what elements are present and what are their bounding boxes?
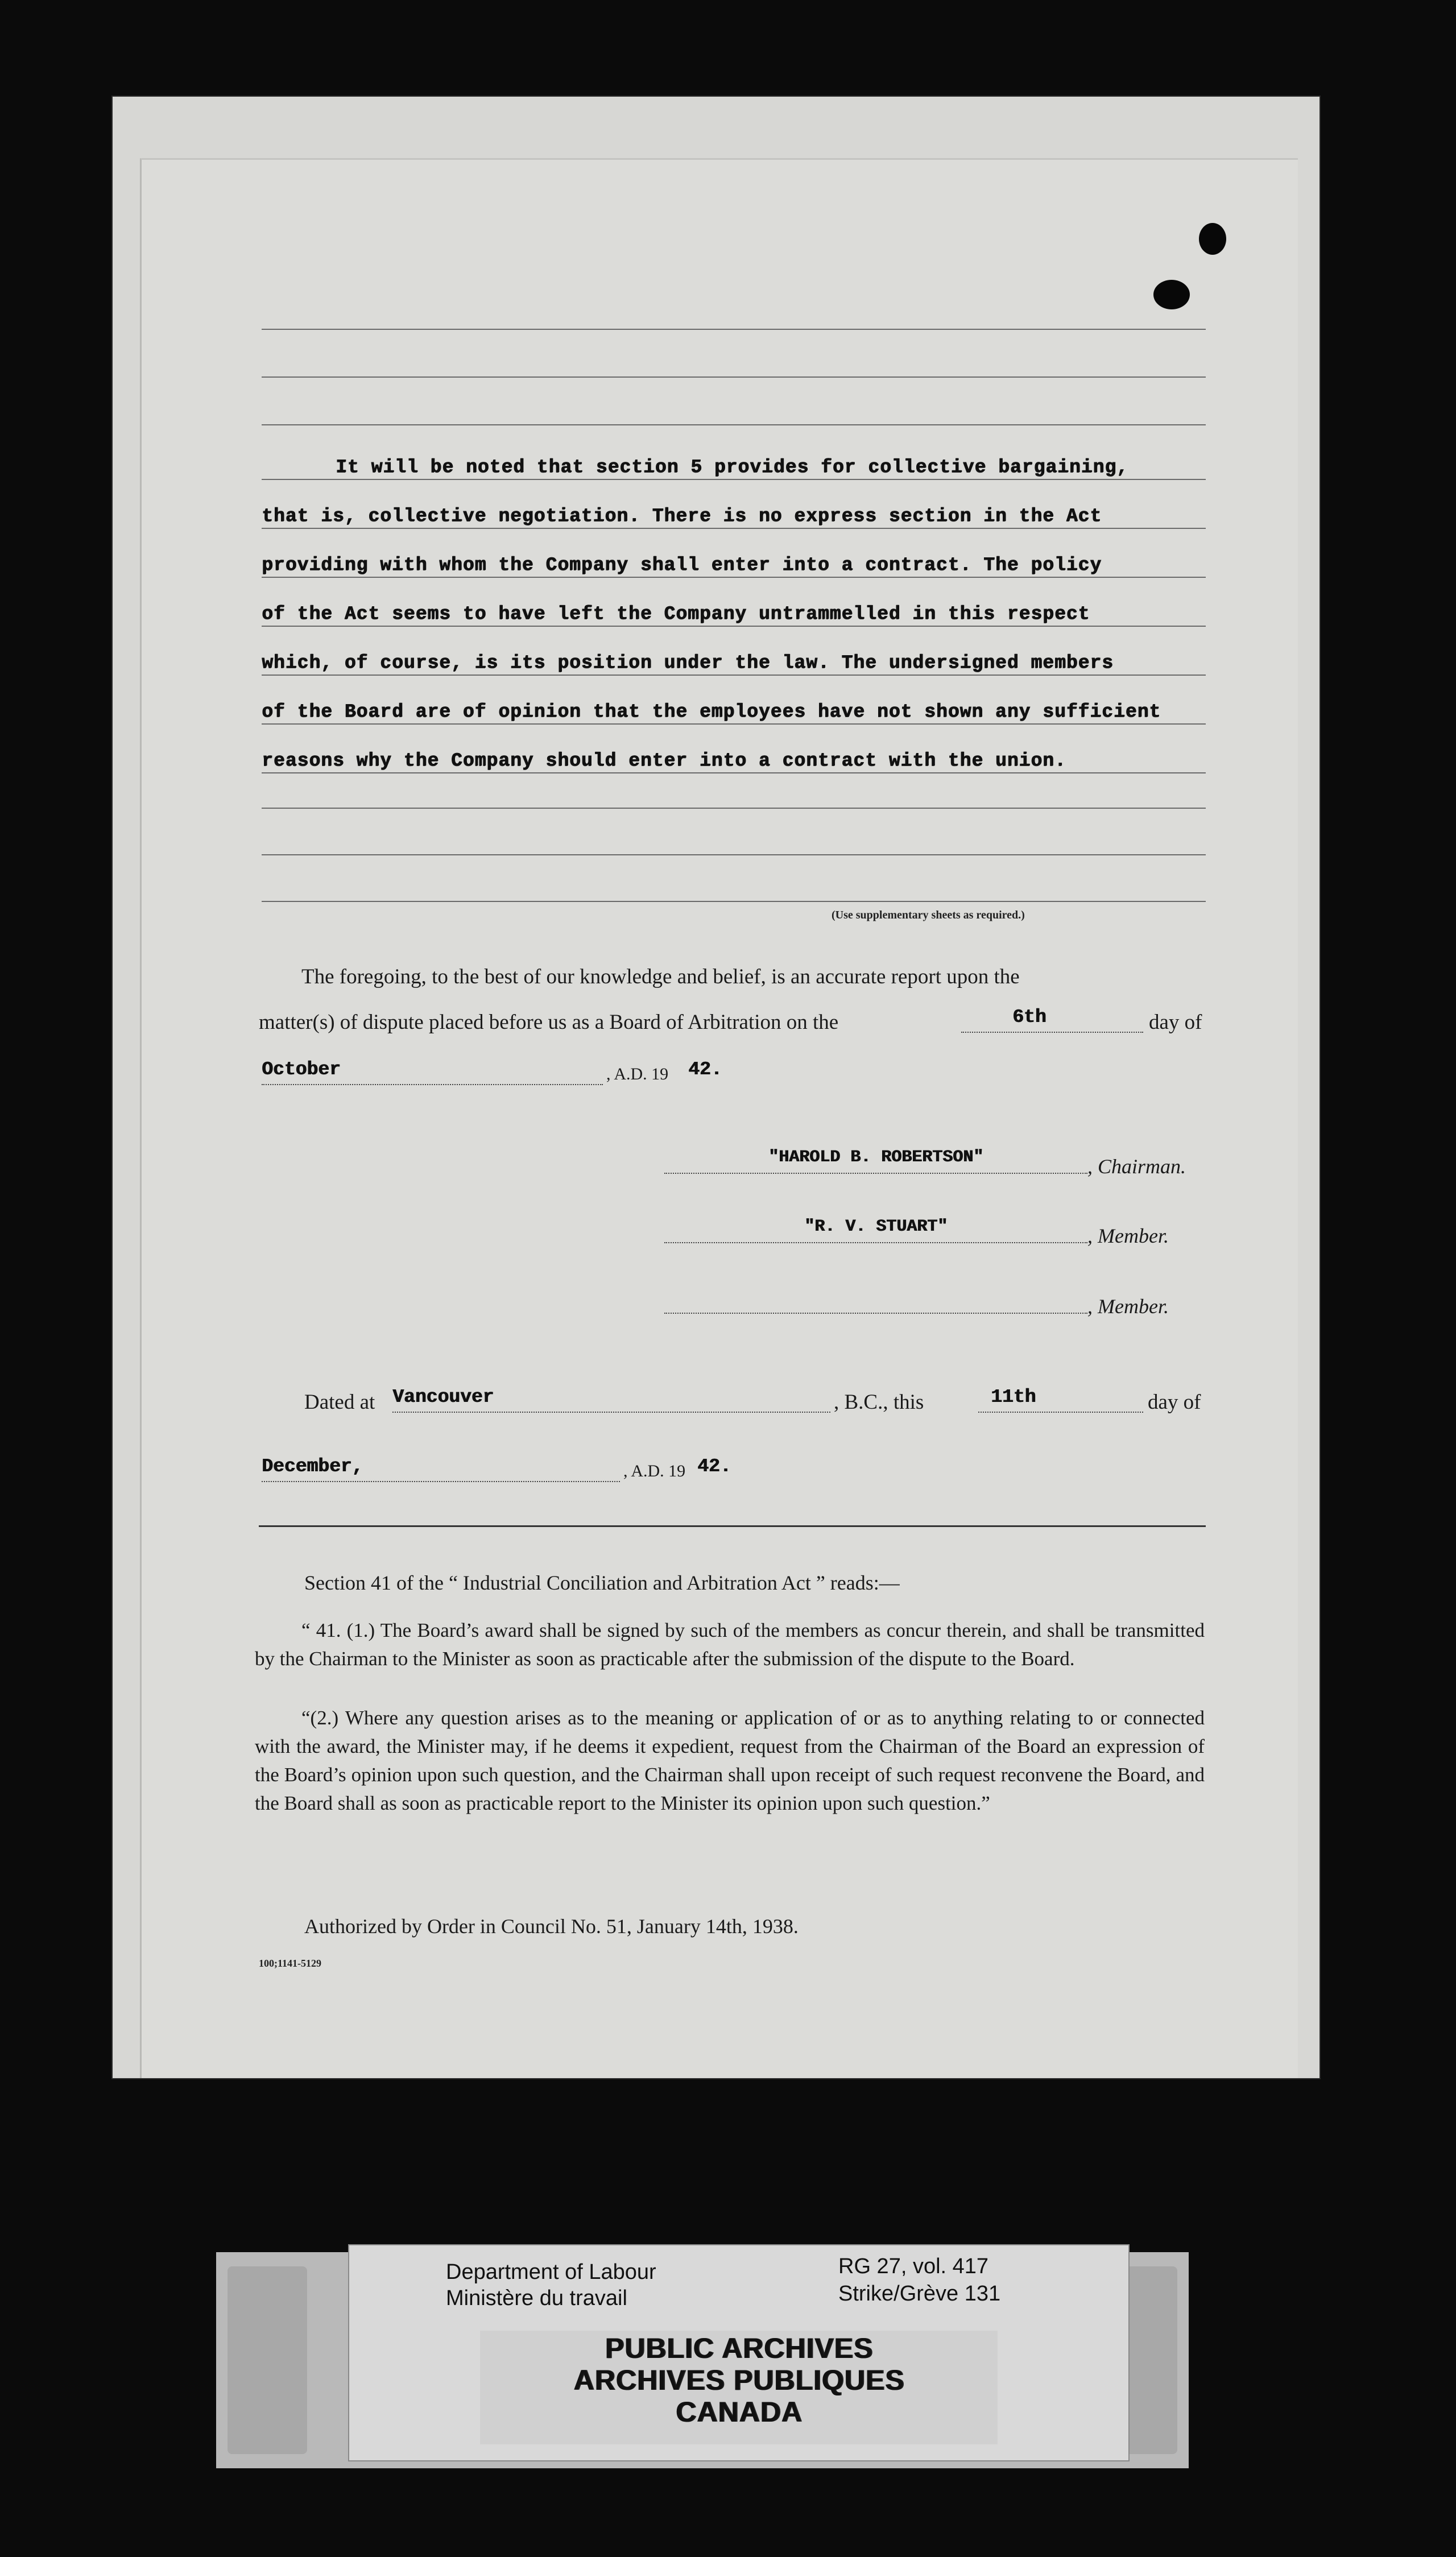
department-french: Ministère du travail (446, 2286, 627, 2310)
blank-rule (262, 376, 1206, 378)
day-field: 6th (961, 1007, 1143, 1033)
section-41-paragraph-1: “ 41. (1.) The Board’s award shall be signed by such of the members as concur therein, and shall be transmitted by the Chairman to the Minister as soon as practicable after the submission of the dispute to the Board. (255, 1619, 1205, 1670)
typed-line: of the Board are of opinion that the employees have not shown any sufficient (262, 675, 1206, 725)
member-title-2: , Member. (1087, 1295, 1169, 1318)
place-field: Vancouver (392, 1387, 830, 1413)
typed-line: It will be noted that section 5 provides for collective bargaining, (262, 430, 1206, 480)
chairman-signature: "HAROLD B. ROBERTSON" (664, 1148, 1087, 1174)
form-code: 100;1141-5129 (259, 1958, 321, 1969)
member-signature-1: "R. V. STUART" (664, 1217, 1087, 1243)
member-signature-2 (664, 1288, 1087, 1314)
dated-at-label: Dated at (304, 1391, 375, 1414)
typed-line: providing with whom the Company shall enter into a contract. The policy (262, 528, 1206, 578)
blank-rule (262, 329, 1206, 330)
ink-blot (1153, 280, 1190, 309)
archive-label (348, 2244, 1130, 2461)
blank-rule (262, 808, 1206, 809)
province-label: , B.C., this (834, 1391, 924, 1414)
section-41-paragraph-2: “(2.) Where any question arises as to the meaning or application of or as to anything relating to or connected with the award, the Minister may, if he deems it expedient, request from the Chairman of the Board an expression of the Board’s opinion upon such question, and the Chairman shall upon receipt of such request reconvene the Board, and the Board shall as soon as practicable report to the Minister its opinion upon such question.” (255, 1707, 1205, 1814)
dated-year-field: 42. (697, 1456, 731, 1477)
supplementary-note: (Use supplementary sheets as required.) (832, 909, 1025, 921)
stamp-line-3: CANADA (675, 2396, 803, 2428)
report-line-2: matter(s) of dispute placed before us as a Board of Arbitration on the (259, 1011, 839, 1034)
section-divider (259, 1525, 1206, 1527)
day-of-label: day of (1149, 1011, 1202, 1034)
typed-line: reasons why the Company should enter into a contract with the union. (262, 723, 1206, 773)
section-41-intro: Section 41 of the “ Industrial Conciliation and Arbitration Act ” reads:— (304, 1571, 900, 1594)
ad-label: , A.D. 19 (606, 1065, 669, 1083)
blank-rule (262, 424, 1206, 425)
dated-day-field: 11th (978, 1387, 1143, 1413)
member-title-1: , Member. (1087, 1224, 1169, 1247)
ink-blot (1199, 223, 1226, 255)
stamp-line-1: PUBLIC ARCHIVES (605, 2332, 873, 2364)
label-tab-left (228, 2266, 307, 2454)
dated-day-of-label: day of (1148, 1391, 1201, 1414)
month-field: October (262, 1059, 603, 1085)
year-field: 42. (688, 1059, 722, 1080)
report-line-1: The foregoing, to the best of our knowledge and belief, is an accurate report upon the (301, 965, 1020, 988)
stamp-line-2: ARCHIVES PUBLIQUES (573, 2364, 904, 2396)
typed-line: which, of course, is its position under the law. The undersigned members (262, 626, 1206, 676)
blank-rule (262, 854, 1206, 855)
typed-line: of the Act seems to have left the Company untrammelled in this respect (262, 577, 1206, 627)
archive-stamp (480, 2331, 998, 2444)
record-group-ref: RG 27, vol. 417 (838, 2254, 989, 2278)
blank-rule (262, 901, 1206, 902)
dated-month-field: December, (262, 1456, 620, 1482)
authorization-note: Authorized by Order in Council No. 51, January 14th, 1938. (304, 1915, 799, 1938)
typed-line: that is, collective negotiation. There is no express section in the Act (262, 479, 1206, 529)
department-english: Department of Labour (446, 2260, 656, 2284)
chairman-title: , Chairman. (1087, 1155, 1186, 1178)
strike-ref: Strike/Grève 131 (838, 2282, 1001, 2306)
dated-ad-label: , A.D. 19 (623, 1462, 686, 1480)
